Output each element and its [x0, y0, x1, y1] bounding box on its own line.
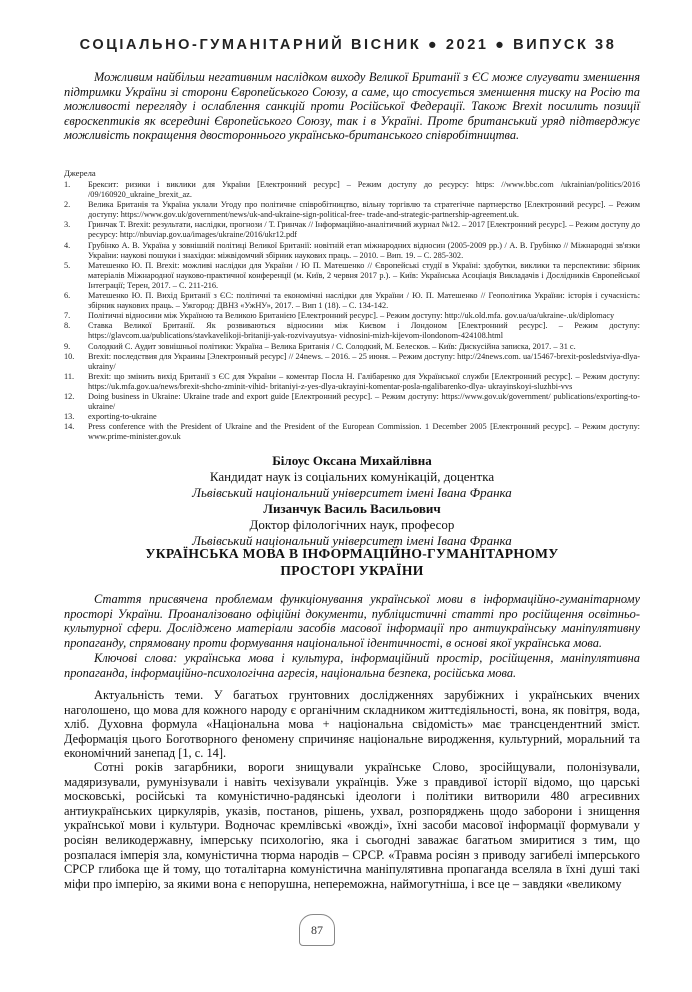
reference-item: 14. Press conference with the President of Ukraine and the President of the European Commission. 1 December 2005 [Електронний ресурс]. – Режим доступу: www.prime-minister.gov.uk	[64, 422, 640, 442]
reference-item: 5. Матешенко Ю. П. Brexit: можливі наслідки для України / Ю П. Матешенко // Європейські студії в Україні: здобутки, виклики та перспективи: збірник матеріалів Міжнародної науково-практичної конференції (м. Київ, 2 червня 2017 р.). – Київ: Українська Асоціація Викладачів і Дослідників Європейської Інтеграції; Терен, 2017. – С. 211-216.	[64, 260, 640, 290]
intro-paragraph: Можливим найбільш негативним наслідком виходу Великої Британії з ЄС може слугувати зменшення підтримки України зі сторони Європейського Союзу, а саме, що стосується зменшення тиску на Росію та можливості перегляду і ослаблення санкцій проти Російської Федерації. Також Brexit посилить позиції євроскептиків як всередині Європейського Союзу, так і в Україні. Проте британський уряд підтверджує можливість покращення двостороннього українсько-британського співробітництва.	[64, 70, 640, 143]
article-abstract	[64, 592, 640, 680]
reference-item: 6. Матешенко Ю. П. Вихід Британії з ЄС: політичні та економічні наслідки для України / Ю. П. Матешенко // Геополітика України: історія і сучасність: збірник наукових праць. – Ужгород: ДВНЗ «УжНУ», 2017. – Вип 1 (18). – С. 134-142.	[64, 291, 640, 311]
author-institution: Львівський національний університет імені Івана Франка	[192, 533, 512, 548]
reference-item: 1. Брексит: ризики і виклики для України [Електронний ресурс] – Режим доступу до ресурсу: https: //www.bbc.com /ukrainian/politics/2016 /09/160920_ukraine_brexit_az.	[64, 180, 640, 200]
reference-item: 13. exporting-to-ukraine	[64, 412, 157, 422]
body-paragraph: Сотні років загарбники, вороги знищували українське Слово, зросійщували, полонізували, мадяризували, румунізували і навіть чехізували українців. Уже з правдивої історії відомо, що царські московські, російські та комуністично-радянські ідеологи і політики витворили 480 агресивних антиукраїнських циркулярів, указів, постанов, рішень, ухвал, розпоряджень щодо заборони і знищення української мови і культури. Водночас кремлівські «вожді», їхні засоби масової інформації формували у росіян великодержавну, імперську психологію, яка і сьогодні заважає багатьом змиритися з тим, що розпалася імперія зла, комуністична тюрма народів – СРСР. «Травма росіян з приводу загибелі імперського СРСР глибока ще й тому, що тоталітарна комуністична маніпулятивна пропаганда вселяла в їхні душі такі міфи про імперію, за якими вона є непорушна, непереможна, наймогутніша, і все це – завдяки «великому	[64, 760, 640, 891]
reference-item: 2. Велика Британія та Україна уклали Угоду про політичне співробітництво, вільну торгівлю та стратегічне партнерство [Електронний ресурс]. – Режим доступу: https://www.gov.uk/government/news/uk-and-ukraine-sign-political-free- trade-and-strategic-partnership-agreement.uk.	[64, 200, 640, 220]
author-institution: Львівський національний університет імені Івана Франка	[192, 485, 512, 500]
author-degree: Кандидат наук із соціальних комунікацій, доцентка	[209, 469, 495, 484]
abstract-text: Стаття присвячена проблемам функціонування української мови в інформаційно-гуманітарному просторі України. Проаналізовано офіційні документи, публіцистичні статті про російщення освітньо-культурної сфери. Досліджено матеріали засобів масової інформації про антиукраїнську маніпулятивну пропаганду, спрямовану проти формування національної ідентичності, в основі якої українська мова.	[64, 592, 640, 651]
author-block	[64, 453, 640, 549]
reference-item: 12. Doing business in Ukraine: Ukraine trade and export guide [Електронний ресурс]. – Режим доступу: https://www.gov.uk/government/ publications/exporting-to-ukraine/	[64, 391, 640, 412]
author-name: Лизанчук Василь Васильович	[263, 501, 441, 516]
reference-item: 7. Політичні відносини між Україною та Великою Британією [Електронний ресурс]. – Режим доступу: http://uk.old.mfa. gov.ua/ua/ukraine-.uk/diplomacy	[64, 311, 615, 321]
reference-item: 8. Ставка Великої Британії. Як розвиваються відносини між Києвом і Лондоном [Електронний ресурс]. – Режим доступу: https://glavcom.ua/publications/stavkavelikoji-britaniji-yak-rozvivayutsya- vidnosini-mizh-kijevom-ilondonom-424108.html	[64, 321, 640, 341]
reference-item: 3. Гринчак Т. Brexit: результати, наслідки, прогнози / Т. Гринчак // Інформаційно-аналітичний журнал №12. – 2017 [Електронний ресурс]. – Режим доступу до ресурсу: http://nbuviap.gov.ua/images/ukraine/2016/ukr12.pdf	[64, 220, 640, 240]
reference-item: 11. Brexit: що змінить вихід Британії з ЄС для України – коментар Посла Н. Галібаренко для Української служби [Електронний ресурс]. – Режим доступу: https://uk.mfa.gov.ua/news/brexit-shcho-zminit-vihid- britaniyi-z-yes-dlya-ukrayini-komentar-posla-ngalibarenko-dlya- ukrayinskoyi-sluzhbi-vvs	[64, 371, 640, 391]
keywords-text: Ключові слова: українська мова і культура, інформаційний простір, російщення, маніпулятивна пропаганда, інформаційно-психологічна агресія, національна безпека, російська мова.	[64, 650, 640, 680]
page-number: 87	[299, 914, 335, 946]
references-title: Джерела	[64, 168, 96, 178]
body-paragraph: Актуальність теми. У багатьох грунтовних дослідженнях зарубіжних і українських вчених наголошено, що мова для кожного народу є органічним складником життєдіяльності, вона, як повітря, вода, хліб. Духовна формула «Національна мова + національна свідомість» має трансцендентний зміст. Деформація цього Боготворного феномену спричиняє національне виродження, культурний, моральний та економічний занепад [1, с. 14].	[64, 688, 640, 761]
author-name: Білоус Оксана Михайлівна	[272, 453, 432, 468]
reference-item: 9. Солодкий С. Аудит зовнішньої політики: Україна – Велика Британія / С. Солодкий, М. Белесков. – Київ: Дискусійна записка, 2017. – 31 с.	[64, 341, 576, 351]
author-degree: Доктор філологічних наук, професор	[249, 517, 455, 532]
journal-header: СОЦІАЛЬНО-ГУМАНІТАРНИЙ ВІСНИК ● 2021 ● ВИПУСК 38	[79, 37, 617, 53]
article-title: УКРАЇНСЬКА МОВА В ІНФОРМАЦІЙНО-ГУМАНІТАРНОМУ ПРОСТОРІ УКРАЇНИ	[145, 546, 559, 578]
reference-item: 4. Грубінко А. В. Україна у зовнішній політиці Великої Британії: новітній етап міжнародних відносин (2005-2009 рр.) / А. В. Грубінко // Міжнародні зв'язки України: наукові пошуки і знахідки: міжвідомчий збірник наукових праць. – 2010. – Вип. 19. – С. 285-302.	[64, 240, 640, 260]
references-list	[64, 180, 640, 442]
reference-item: 10. Brexit: последствия для Украины [Электронный ресурс] // 24news. – 2016. – 25 июня. – Режим доступу: http://24news.com. ua/15467-brexit-posledstviya-dlya-ukrainy/	[64, 351, 640, 371]
